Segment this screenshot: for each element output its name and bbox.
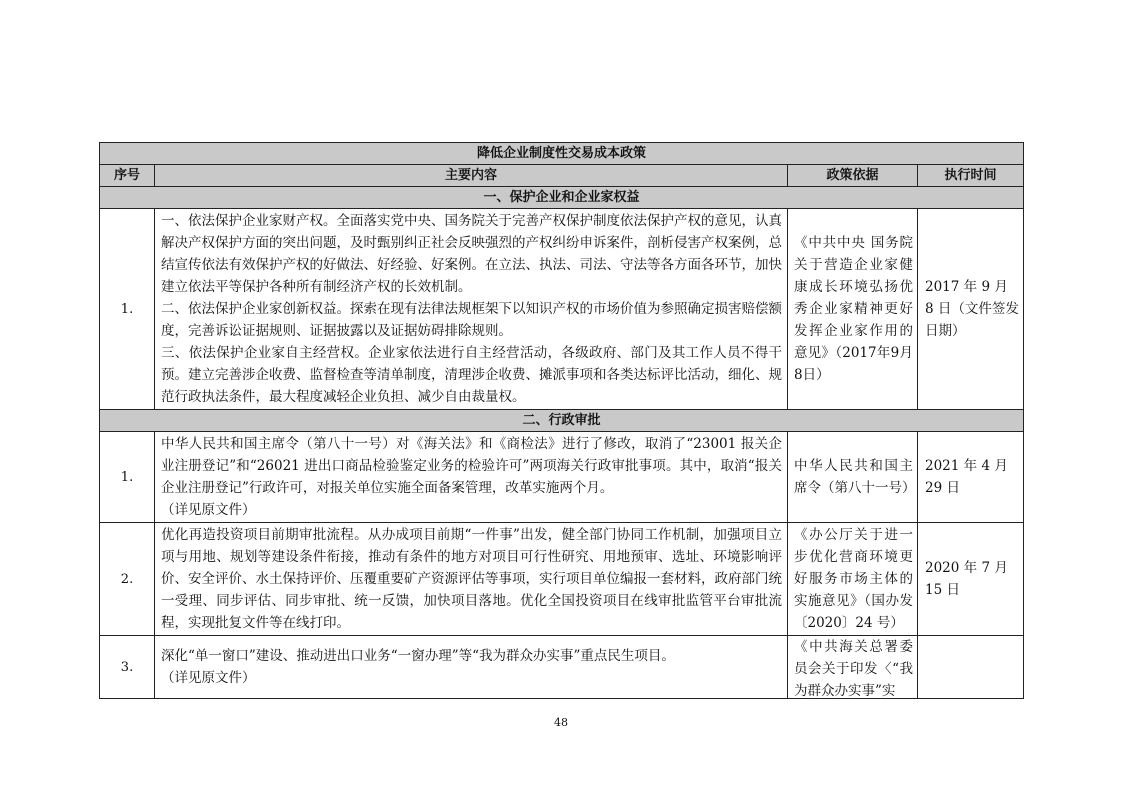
section-heading: 二、行政审批	[100, 410, 1024, 432]
column-header-time: 执行时间	[918, 165, 1024, 187]
content-paragraph: （详见原文件）	[161, 502, 256, 518]
row-content	[155, 523, 788, 636]
row-index: 3.	[100, 636, 155, 699]
content-paragraph: 深化“单一窗口”建设、推动进出口业务“一窗办理”等“我为群众办实事”重点民生项目。	[161, 648, 675, 664]
column-header-index: 序号	[100, 165, 155, 187]
row-index: 1.	[100, 432, 155, 523]
policy-table	[99, 142, 1024, 699]
row-effective-date	[918, 636, 1024, 699]
row-content	[155, 636, 788, 699]
policy-basis-text: 《中共海关总署委员会关于印发〈“我为群众办实事”实	[794, 639, 913, 698]
table-row	[100, 209, 1024, 410]
row-policy-basis	[788, 636, 918, 699]
table-row	[100, 432, 1024, 523]
row-policy-basis: 《办公厅关于进一步优化营商环境更好服务市场主体的实施意见》（国办发〔2020〕24 号）	[788, 523, 918, 636]
row-content	[155, 209, 788, 410]
page-number: 48	[554, 716, 568, 729]
row-policy-basis: 中华人民共和国主席令（第八十一号）	[788, 432, 918, 523]
section-header-row	[100, 410, 1024, 432]
table-row	[100, 523, 1024, 636]
row-effective-date: 2017 年 9 月 8 日（文件签发日期）	[918, 209, 1024, 410]
row-content	[155, 432, 788, 523]
row-index: 1.	[100, 209, 155, 410]
table-row	[100, 636, 1024, 699]
table-title: 降低企业制度性交易成本政策	[100, 143, 1024, 165]
row-effective-date: 2021 年 4 月 29 日	[918, 432, 1024, 523]
table-title-row	[100, 143, 1024, 165]
column-header-basis: 政策依据	[788, 165, 918, 187]
content-paragraph: 中华人民共和国主席令（第八十一号）对《海关法》和《商检法》进行了修改，取消了“23001 报关企业注册登记”和“26021 进出口商品检验鉴定业务的检验许可”两项海关行政审批事项。其中，取消“报关企业注册登记”行政许可，对报关单位实施全面备案管理，改革实施两个月。	[161, 436, 782, 496]
section-heading: 一、保护企业和企业家权益	[100, 187, 1024, 209]
row-policy-basis: 《中共中央 国务院关于营造企业家健康成长环境弘扬优秀企业家精神更好发挥企业家作用的意见》（2017年9月8日）	[788, 209, 918, 410]
section-header-row	[100, 187, 1024, 209]
content-paragraph: （详见原文件）	[161, 670, 256, 686]
content-paragraph: 三、依法保护企业家自主经营权。企业家依法进行自主经营活动，各级政府、部门及其工作人员不得干预。建立完善涉企收费、监督检查等清单制度，清理涉企收费、摊派事项和各类达标评比活动，细化、规范行政执法条件，最大程度减轻企业负担、减少自由裁量权。	[161, 345, 782, 405]
column-header-row	[100, 165, 1024, 187]
column-header-content: 主要内容	[155, 165, 788, 187]
row-effective-date: 2020 年 7 月 15 日	[918, 523, 1024, 636]
policy-table-sheet	[99, 142, 1023, 699]
content-paragraph: 二、依法保护企业家创新权益。探索在现有法律法规框架下以知识产权的市场价值为参照确定损害赔偿额度，完善诉讼证据规则、证据披露以及证据妨碍排除规则。	[161, 301, 782, 339]
row-index: 2.	[100, 523, 155, 636]
content-paragraph: 一、依法保护企业家财产权。全面落实党中央、国务院关于完善产权保护制度依法保护产权的意见，认真解决产权保护方面的突出问题，及时甄别纠正社会反映强烈的产权纠纷申诉案件，剖析侵害产权案例，总结宣传依法有效保护产权的好做法、好经验、好案例。在立法、执法、司法、守法等各方面各环节，加快建立依法平等保护各种所有制经济产权的长效机制。	[161, 213, 782, 295]
content-paragraph: 优化再造投资项目前期审批流程。从办成项目前期“一件事”出发，健全部门协同工作机制，加强项目立项与用地、规划等建设条件衔接，推动有条件的地方对项目可行性研究、用地预审、选址、环境影响评价、安全评价、水土保持评价、压覆重要矿产资源评估等事项，实行项目单位编报一套材料，政府部门统一受理、同步评估、同步审批、统一反馈，加快项目落地。优化全国投资项目在线审批监管平台审批流程，实现批复文件等在线打印。	[161, 527, 782, 631]
